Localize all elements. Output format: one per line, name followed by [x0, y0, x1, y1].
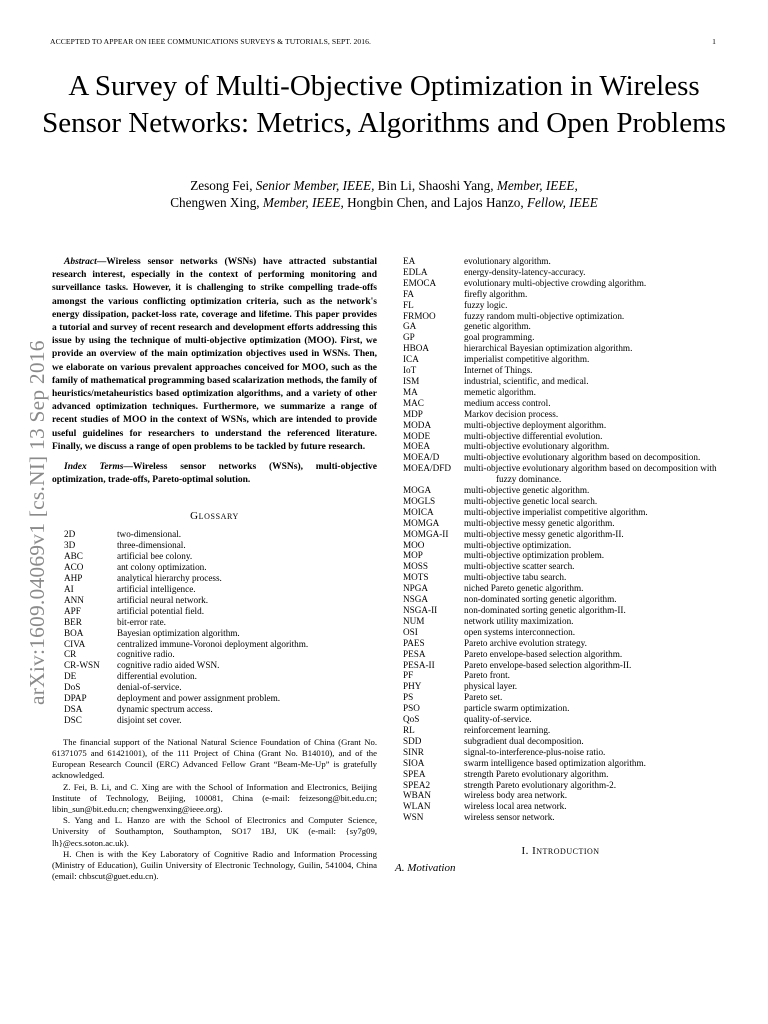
- glossary-abbr: MOP: [403, 550, 423, 561]
- glossary-abbr: PHY: [403, 681, 422, 692]
- glossary-entry: [64, 529, 377, 540]
- glossary-entry: [403, 540, 718, 551]
- glossary-entry: [403, 529, 718, 540]
- glossary-abbr: ISM: [403, 375, 420, 386]
- glossary-abbr: RL: [403, 724, 415, 735]
- glossary-definition: bit-error rate.: [117, 616, 166, 627]
- glossary-abbr: ACO: [64, 562, 84, 573]
- glossary-definition: differential evolution.: [117, 671, 197, 682]
- glossary-abbr: MA: [403, 386, 418, 397]
- glossary-abbr: GP: [403, 332, 415, 343]
- glossary-definition: Pareto envelope-based selection algorithm.: [464, 648, 623, 659]
- glossary-entry: [403, 703, 718, 714]
- glossary-entry: [403, 725, 718, 736]
- arxiv-stamp[interactable]: arXiv:1609.04069v1 [cs.NI] 13 Sep 2016: [25, 340, 49, 705]
- glossary-entry: [64, 584, 377, 595]
- glossary-entry: [403, 343, 718, 354]
- glossary-definition: open systems interconnection.: [464, 626, 575, 637]
- glossary-abbr: MOSS: [403, 561, 429, 572]
- glossary-definition: swarm intelligence based optimization algorithm.: [464, 757, 646, 768]
- glossary-entry: [64, 617, 377, 628]
- glossary-abbr: MOMGA-II: [403, 528, 449, 539]
- glossary-heading: Glossary: [190, 510, 239, 523]
- glossary-right-list: [403, 256, 718, 823]
- author-role: Member, IEEE,: [496, 178, 578, 193]
- glossary-entry: [403, 365, 718, 376]
- glossary-definition: artificial intelligence.: [117, 583, 196, 594]
- glossary-abbr: EA: [403, 256, 416, 266]
- glossary-entry: [403, 485, 718, 496]
- glossary-definition: goal programming.: [464, 332, 535, 343]
- glossary-abbr: DSA: [64, 703, 83, 714]
- glossary-abbr: WSN: [403, 812, 424, 823]
- glossary-definition: industrial, scientific, and medical.: [464, 375, 589, 386]
- glossary-entry: [403, 649, 718, 660]
- glossary-definition: fuzzy random multi-objective optimization.: [464, 310, 625, 321]
- author-role: Fellow, IEEE: [526, 195, 598, 210]
- running-header: [50, 37, 716, 46]
- glossary-abbr: PS: [403, 692, 414, 703]
- footnote-paragraph: Z. Fei, B. Li, and C. Xing are with the School of Information and Electronics, Beijing Institute of Technology, Beijing, 100081, China (e-mail: feizesong@bit.edu.cn; libin_sun@bit.edu.cn; chengwenxing@ieee.org).: [52, 781, 377, 814]
- glossary-definition: wireless local area network.: [464, 801, 567, 812]
- author-line-2: [40, 194, 728, 211]
- glossary-abbr: AI: [64, 583, 74, 594]
- glossary-abbr: HBOA: [403, 343, 430, 354]
- glossary-abbr: NUM: [403, 615, 425, 626]
- glossary-abbr: BER: [64, 616, 82, 627]
- glossary-definition: multi-objective optimization.: [464, 539, 572, 550]
- glossary-abbr: SPEA2: [403, 779, 431, 790]
- glossary-definition: disjoint set cover.: [117, 714, 182, 725]
- glossary-abbr: PESA-II: [403, 659, 435, 670]
- glossary-definition: multi-objective scatter search.: [464, 561, 575, 572]
- glossary-abbr: MOGLS: [403, 495, 436, 506]
- glossary-abbr: SDD: [403, 735, 422, 746]
- index-terms-text: —Wireless sensor networks (WSNs), multi-objective optimization, trade-offs, Pareto-optimal solution.: [52, 462, 377, 486]
- glossary-definition: network utility maximization.: [464, 615, 574, 626]
- glossary-definition: physical layer.: [464, 681, 518, 692]
- glossary-abbr: MOEA: [403, 441, 431, 452]
- glossary-entry: [64, 562, 377, 573]
- glossary-abbr: FL: [403, 299, 414, 310]
- glossary-definition: Pareto set.: [464, 692, 503, 703]
- glossary-abbr: PESA: [403, 648, 426, 659]
- glossary-definition: Pareto archive evolution strategy.: [464, 637, 587, 648]
- glossary-definition: non-dominated sorting genetic algorithm.: [464, 594, 617, 605]
- glossary-definition: wireless body area network.: [464, 790, 568, 801]
- glossary-abbr: CR: [64, 649, 77, 660]
- glossary-entry: [403, 550, 718, 561]
- glossary-abbr: MOEA/DFD: [403, 463, 451, 474]
- glossary-entry: [403, 605, 718, 616]
- glossary-definition: centralized immune-Voronoi deployment algorithm.: [117, 638, 309, 649]
- glossary-abbr: GA: [403, 321, 417, 332]
- glossary-definition: multi-objective evolutionary algorithm based on decomposition.: [464, 452, 701, 463]
- glossary-definition: reinforcement learning.: [464, 724, 551, 735]
- glossary-definition: imperialist competitive algorithm.: [464, 354, 590, 365]
- glossary-definition: multi-objective evolutionary algorithm based on decomposition with fuzzy dominance.: [464, 463, 717, 485]
- glossary-abbr: CIVA: [64, 638, 86, 649]
- glossary-entry: [403, 441, 718, 452]
- glossary-definition: two-dimensional.: [117, 529, 182, 540]
- glossary-entry: [403, 790, 718, 801]
- abstract-lead: Abstract: [64, 257, 97, 267]
- glossary-abbr: NSGA: [403, 594, 429, 605]
- glossary-entry: [403, 420, 718, 431]
- glossary-entry: [403, 670, 718, 681]
- glossary-entry: [64, 595, 377, 606]
- glossary-abbr: WLAN: [403, 801, 431, 812]
- glossary-abbr: OSI: [403, 626, 418, 637]
- glossary-definition: Markov decision process.: [464, 408, 559, 419]
- glossary-definition: multi-objective messy genetic algorithm-II.: [464, 528, 624, 539]
- running-title: ACCEPTED TO APPEAR ON IEEE COMMUNICATIONS SURVEYS & TUTORIALS, SEPT. 2016.: [50, 37, 372, 46]
- glossary-abbr: MODE: [403, 430, 431, 441]
- paper-title: A Survey of Multi-Objective Optimization in Wireless Sensor Networks: Metrics, Algorithms and Open Problems: [42, 70, 726, 139]
- author-names: Chengwen Xing,: [170, 195, 263, 210]
- glossary-abbr: SINR: [403, 746, 424, 757]
- glossary-abbr: APF: [64, 605, 81, 616]
- glossary-entry: [403, 801, 718, 812]
- glossary-entry: [403, 507, 718, 518]
- glossary-definition: multi-objective evolutionary algorithm.: [464, 441, 610, 452]
- glossary-definition: cognitive radio aided WSN.: [117, 660, 220, 671]
- glossary-definition: evolutionary algorithm.: [464, 256, 551, 266]
- glossary-abbr: CR-WSN: [64, 660, 100, 671]
- glossary-entry: [64, 628, 377, 639]
- glossary-entry: [403, 736, 718, 747]
- glossary-definition: evolutionary multi-objective crowding algorithm.: [464, 277, 647, 288]
- glossary-abbr: ICA: [403, 354, 419, 365]
- glossary-entry: [403, 278, 718, 289]
- glossary-abbr: NPGA: [403, 583, 429, 594]
- glossary-definition: hierarchical Bayesian optimization algorithm.: [464, 343, 633, 354]
- glossary-abbr: ABC: [64, 551, 83, 562]
- glossary-definition: artificial bee colony.: [117, 551, 193, 562]
- glossary-definition: multi-objective differential evolution.: [464, 430, 603, 441]
- glossary-definition: signal-to-interference-plus-noise ratio.: [464, 746, 606, 757]
- glossary-definition: multi-objective genetic algorithm.: [464, 485, 590, 496]
- glossary-definition: dynamic spectrum access.: [117, 703, 213, 714]
- author-role: Member, IEEE,: [262, 195, 344, 210]
- glossary-definition: Internet of Things.: [464, 365, 533, 376]
- glossary-entry: [403, 594, 718, 605]
- glossary-entry: [403, 758, 718, 769]
- glossary-definition: multi-objective imperialist competitive algorithm.: [464, 506, 648, 517]
- glossary-abbr: QoS: [403, 714, 420, 725]
- glossary-abbr: MAC: [403, 397, 424, 408]
- glossary-entry: [64, 704, 377, 715]
- glossary-entry: [403, 780, 718, 791]
- author-role: Senior Member, IEEE,: [255, 178, 375, 193]
- glossary-abbr: IoT: [403, 365, 417, 376]
- left-column: [52, 256, 377, 882]
- glossary-abbr: MOICA: [403, 506, 434, 517]
- glossary-abbr: NSGA-II: [403, 605, 438, 615]
- glossary-entry: [403, 387, 718, 398]
- glossary-entry: [403, 289, 718, 300]
- glossary-entry: [64, 551, 377, 562]
- glossary-entry: [403, 354, 718, 365]
- glossary-definition: denial-of-service.: [117, 682, 182, 693]
- section-heading: [403, 845, 718, 857]
- author-names: Zesong Fei,: [190, 178, 256, 193]
- glossary-definition: subgradient dual decomposition.: [464, 735, 584, 746]
- glossary-abbr: MDP: [403, 408, 423, 419]
- glossary-abbr: MOGA: [403, 485, 432, 496]
- page-number: 1: [712, 37, 716, 46]
- glossary-abbr: WBAN: [403, 790, 432, 801]
- glossary-entry: [403, 256, 718, 267]
- glossary-entry: [403, 452, 718, 463]
- glossary-entry: [403, 431, 718, 442]
- glossary-entry: [64, 639, 377, 650]
- glossary-definition: Bayesian optimization algorithm.: [117, 627, 240, 638]
- footnotes: [52, 737, 377, 883]
- glossary-left-list: [52, 529, 377, 725]
- glossary-definition: deployment and power assignment problem.: [117, 693, 281, 704]
- subsection-heading: A. Motivation: [395, 862, 456, 875]
- glossary-definition: memetic algorithm.: [464, 386, 536, 397]
- glossary-entry: [403, 616, 718, 627]
- glossary-definition: wireless sensor network.: [464, 812, 555, 823]
- glossary-entry: [403, 398, 718, 409]
- glossary-abbr: MOO: [403, 539, 425, 550]
- glossary-abbr: DPAP: [64, 693, 87, 704]
- footnote-paragraph: The financial support of the National Natural Science Foundation of China (Grant No. 61371075 and 61421001), of the 111 Project of China (Grant No. B14010), and of the European Research Council (ERC) Advanced Fellow Grant “Beam-Me-Up” is gratefully acknowledged.: [52, 736, 377, 781]
- glossary-entry: [64, 693, 377, 704]
- glossary-entry: [403, 714, 718, 725]
- glossary-definition: niched Pareto genetic algorithm.: [464, 583, 584, 594]
- glossary-definition: energy-density-latency-accuracy.: [464, 266, 586, 277]
- glossary-entry: [403, 681, 718, 692]
- glossary-entry: [403, 583, 718, 594]
- glossary-definition: firefly algorithm.: [464, 288, 528, 299]
- glossary-entry: [403, 572, 718, 583]
- glossary-entry: [64, 606, 377, 617]
- glossary-abbr: PSO: [403, 703, 420, 714]
- glossary-entry: [403, 321, 718, 332]
- glossary-entry: [403, 267, 718, 278]
- glossary-entry: [403, 692, 718, 703]
- footnote-paragraph: S. Yang and L. Hanzo are with the School of Electronics and Computer Science, University of Southampton, Southampton, SO17 1BJ, UK (e-mail: {sy7g09, lh}@ecs.soton.ac.uk).: [52, 815, 377, 848]
- glossary-definition: analytical hierarchy process.: [117, 573, 222, 584]
- glossary-abbr: ANN: [64, 594, 84, 605]
- glossary-entry: [403, 747, 718, 758]
- glossary-definition: artificial potential field.: [117, 605, 204, 616]
- glossary-definition: Pareto front.: [464, 670, 510, 681]
- glossary-abbr: MOTS: [403, 572, 429, 583]
- glossary-entry: [64, 671, 377, 682]
- glossary-entry: [64, 540, 377, 551]
- glossary-abbr: MOMGA: [403, 517, 440, 528]
- glossary-abbr: AHP: [64, 573, 83, 584]
- glossary-abbr: SPEA: [403, 768, 426, 779]
- glossary-definition: three-dimensional.: [117, 540, 186, 551]
- glossary-definition: strength Pareto evolutionary algorithm-2.: [464, 779, 617, 790]
- glossary-definition: multi-objective deployment algorithm.: [464, 419, 607, 430]
- glossary-entry: [403, 769, 718, 780]
- glossary-definition: artificial neural network.: [117, 594, 209, 605]
- glossary-entry: [403, 518, 718, 529]
- glossary-abbr: EDLA: [403, 266, 428, 277]
- glossary-abbr: 3D: [64, 540, 76, 551]
- glossary-entry: [403, 311, 718, 322]
- glossary-definition: multi-objective tabu search.: [464, 572, 567, 583]
- glossary-abbr: DSC: [64, 714, 82, 725]
- glossary-abbr: FRMOO: [403, 310, 436, 321]
- index-terms-lead: Index Terms: [64, 462, 124, 473]
- author-names: Hongbin Chen, and Lajos Hanzo,: [343, 195, 527, 210]
- section-title: Introduction: [532, 845, 600, 858]
- glossary-abbr: EMOCA: [403, 277, 437, 288]
- glossary-definition: particle swarm optimization.: [464, 703, 570, 714]
- glossary-entry: [403, 376, 718, 387]
- glossary-entry: [403, 409, 718, 420]
- glossary-definition: cognitive radio.: [117, 649, 175, 660]
- glossary-definition: non-dominated sorting genetic algorithm-II.: [464, 605, 626, 615]
- author-names: Bin Li, Shaoshi Yang,: [374, 178, 497, 193]
- glossary-abbr: SIOA: [403, 757, 425, 768]
- author-list: [40, 177, 728, 211]
- glossary-entry: [403, 660, 718, 671]
- footnote-paragraph: H. Chen is with the Key Laboratory of Cognitive Radio and Information Processing (Ministry of Education), Guilin University of Electronic Technology, Guilin, 541004, China (email: chbscut@guet.edu.cn).: [52, 848, 377, 882]
- glossary-abbr: BOA: [64, 627, 84, 638]
- glossary-entry: [403, 627, 718, 638]
- glossary-definition: multi-objective genetic local search.: [464, 495, 598, 506]
- glossary-entry: [403, 463, 718, 485]
- glossary-entry: [403, 496, 718, 507]
- glossary-abbr: PAES: [403, 637, 425, 648]
- glossary-definition: ant colony optimization.: [117, 562, 207, 573]
- glossary-entry: [403, 332, 718, 343]
- glossary-abbr: DoS: [64, 682, 81, 693]
- glossary-definition: multi-objective optimization problem.: [464, 550, 605, 561]
- glossary-entry: [403, 812, 718, 823]
- glossary-definition: medium access control.: [464, 397, 551, 408]
- glossary-entry: [64, 682, 377, 693]
- glossary-definition: Pareto envelope-based selection algorithm-II.: [464, 659, 632, 670]
- section-number: I.: [521, 845, 533, 858]
- glossary-entry: [64, 573, 377, 584]
- index-terms: [52, 461, 377, 487]
- glossary-abbr: 2D: [64, 529, 76, 540]
- glossary-entry: [403, 561, 718, 572]
- glossary-abbr: MODA: [403, 419, 432, 430]
- glossary-abbr: MOEA/D: [403, 452, 440, 463]
- glossary-definition: quality-of-service.: [464, 714, 532, 725]
- author-line-1: [40, 177, 728, 194]
- glossary-abbr: PF: [403, 670, 414, 681]
- glossary-definition: fuzzy logic.: [464, 299, 508, 310]
- abstract-text: —Wireless sensor networks (WSNs) have attracted substantial research interest, especially in the context of performing monitoring and surveillance tasks. However, it is challenging to strike compelling trade-offs amongst the various conflicting optimization criteria, such as the network's energy dissipation, packet-loss rate, coverage and lifetime. This paper provides a tutorial and survey of recent research and development efforts addressing this issue by using the technique of multi-objective optimization (MOO). First, we provide an overview of the main optimization objectives used in WSNs. Then, we elaborate on various prevalent approaches conceived for MOO, such as the family of mathematical programming based scalarization methods, the family of heuristics/metaheuristics based optimization algorithms, and a variety of other advanced optimization techniques. Furthermore, we summarize a range of recent studies of MOO in the context of WSNs, which are intended to provide useful guidelines for researchers to understand the referenced literature. Finally, we discuss a range of open problems to be tackled by future research.: [52, 257, 377, 452]
- glossary-definition: strength Pareto evolutionary algorithm.: [464, 768, 609, 779]
- right-column: [395, 256, 718, 875]
- glossary-entry: [403, 638, 718, 649]
- glossary-entry: [64, 649, 377, 660]
- glossary-abbr: FA: [403, 288, 415, 299]
- glossary-entry: [64, 715, 377, 726]
- glossary-entry: [403, 300, 718, 311]
- glossary-definition: genetic algorithm.: [464, 321, 531, 332]
- glossary-abbr: DE: [64, 671, 77, 682]
- glossary-entry: [64, 660, 377, 671]
- abstract: [52, 256, 377, 454]
- glossary-definition: multi-objective messy genetic algorithm.: [464, 517, 615, 528]
